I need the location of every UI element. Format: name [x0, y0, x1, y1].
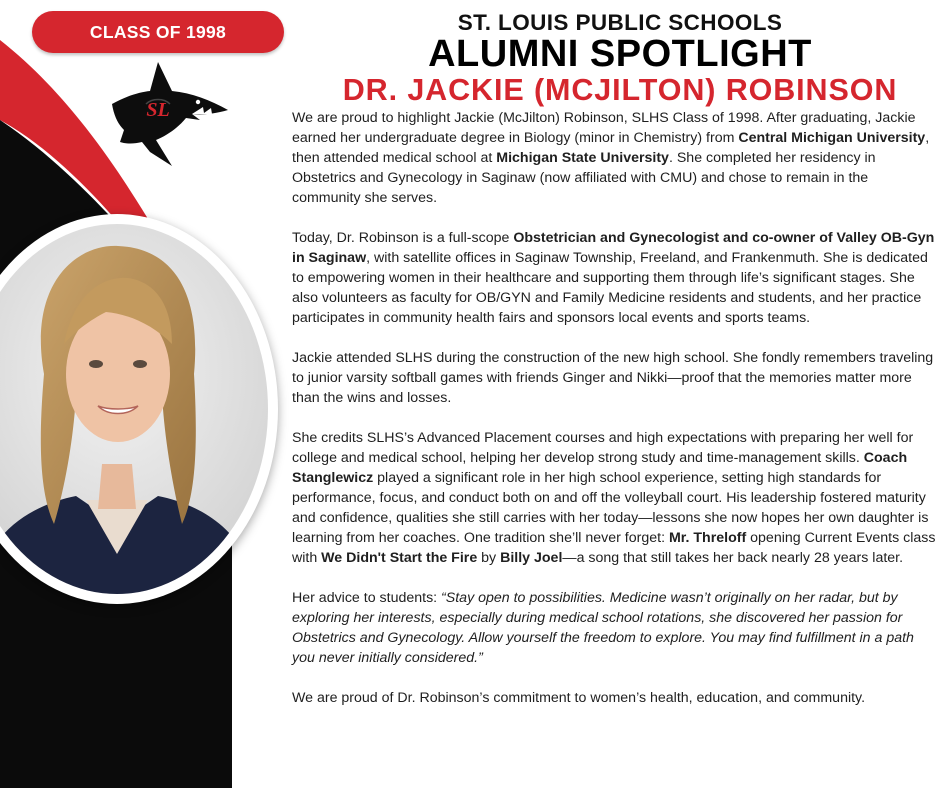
text-run: played a significant role in her high school experience, setting high standards for performance, focus, and conduct both on and off the volleyball court. His leadership fostered maturity and confidence, qualities she still carries with her today—lessons she now hopes her own daughter is learning from her coaches. One tradition she’ll never forget: [292, 470, 929, 546]
text-run: “Stay open to possibilities. Medicine wasn’t originally on her radar, but by exploring her interests, especially during medical school rotations, she discovered her passion for Obstetrics and Gynecology. Allow yourself the freedom to explore. You may find fulfillment in a path you never initially considered.” [292, 590, 914, 666]
text-run: by [477, 550, 501, 566]
text-run: Obstetrician and Gynecologist and co-owner of Valley OB-Gyn in Saginaw [292, 230, 935, 266]
paragraph-memories [292, 348, 940, 408]
text-run: We Didn't Start the Fire [321, 550, 478, 566]
text-run: Jackie attended SLHS during the construction of the new high school. She fondly remembers traveling to junior varsity softball games with friends Ginger and Nikki—proof that the memories matter more than the wins and losses. [292, 350, 934, 406]
paragraph-credits [292, 428, 940, 568]
text-run: Today, Dr. Robinson is a full-scope [292, 230, 514, 246]
alumni-name: DR. JACKIE (MCJILTON) ROBINSON [342, 73, 898, 107]
text-run: opening Current Events class with [292, 530, 936, 566]
header [300, 10, 940, 108]
text-run: Coach Stanglewicz [292, 450, 908, 486]
text-run: . She completed her residency in Obstetrics and Gynecology in Saginaw (now affiliated with CMU) and chose to remain in the community she serves. [292, 150, 876, 206]
paragraph-intro [292, 108, 940, 208]
page-title: ALUMNI SPOTLIGHT [428, 33, 812, 75]
text-run: We are proud of Dr. Robinson’s commitment to women’s health, education, and community. [292, 690, 866, 706]
portrait-photo [0, 224, 268, 594]
article-body [292, 108, 940, 728]
text-run: Her advice to students: [292, 590, 442, 606]
paragraph-today [292, 228, 940, 328]
text-run: Billy Joel [500, 550, 563, 566]
text-run: We are proud to highlight Jackie (McJilton) Robinson, SLHS Class of 1998. After graduating, Jackie earned her undergraduate degree in Biology (minor in Chemistry) from [292, 110, 916, 146]
school-district-name: ST. LOUIS PUBLIC SCHOOLS [457, 10, 783, 35]
text-run: Mr. Threloff [668, 530, 747, 546]
text-run: , then attended medical school at [292, 130, 930, 166]
paragraph-advice [292, 588, 940, 668]
text-run: Central Michigan University [738, 130, 926, 146]
text-run: —a song that still takes her back nearly 28 years later. [562, 550, 904, 566]
logo-monogram: SL [146, 99, 170, 121]
shark-mascot-icon [106, 58, 232, 170]
paragraph-closing [292, 688, 940, 708]
text-run: She credits SLHS’s Advanced Placement courses and high expectations with preparing her well for college and medical school, helping her develop strong study and time-management skills. [292, 430, 914, 466]
class-year-badge: CLASS OF 1998 [32, 11, 284, 53]
text-run: Michigan State University [496, 150, 669, 166]
text-run: , with satellite offices in Saginaw Township, Freeland, and Frankenmuth. She is dedicated to empowering women in their healthcare and supporting them through life’s significant stages. She also volunteers as faculty for OB/GYN and Family Medicine residents and students, and her practice participates in community health fairs and sponsors local events and sports teams. [292, 250, 928, 326]
